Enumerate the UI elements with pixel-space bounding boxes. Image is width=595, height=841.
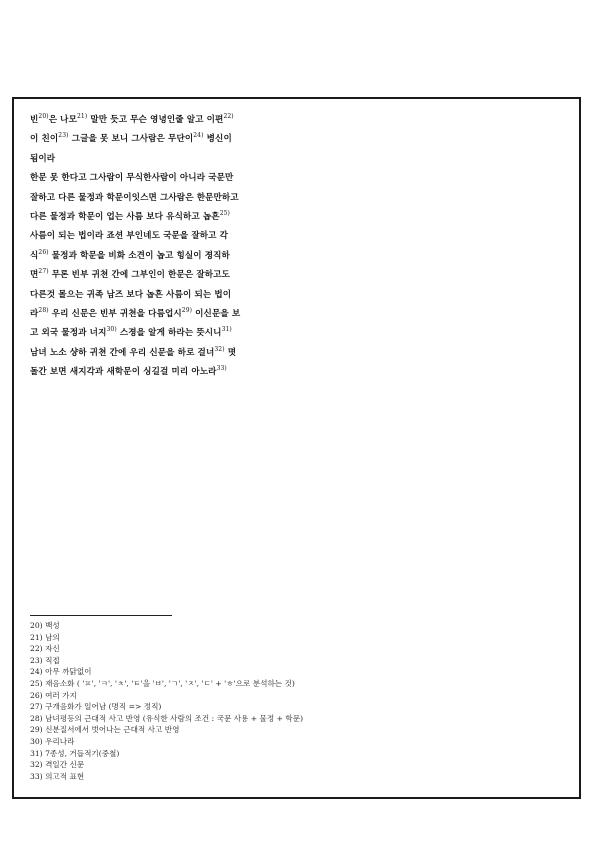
body-text-segment: 이 친이 [30,134,59,145]
footnote-number: 33) [30,771,43,781]
footnote-text: 우리나라 [45,736,75,746]
footnote-item [30,759,550,771]
footnote-item [30,632,550,644]
footnote-text: 재음소화 ( 'ㅍ', 'ㅋ', 'ㅊ', 'ㅌ'을 'ㅂ', 'ㄱ', 'ㅈ', 'ㄷ' + 'ㅎ'으로 분석하는 것) [45,678,295,688]
footnote-text: 여러 가지 [45,690,77,700]
footnote-text: 남의 [45,632,60,642]
footnote-item [30,724,550,736]
footnote-item [30,713,550,725]
footnote-text: 격일간 신문 [45,760,85,770]
footnote-marker: 27) [38,268,49,276]
footnote-number: 31) [30,748,43,758]
body-text-segment: 식 [30,250,39,261]
body-line [30,130,292,149]
footnote-number: 27) [30,702,43,712]
footnote-text: 남녀평등의 근대적 사고 반영 (유식한 사람의 조건 : 국문 사용 + 물정 + 학문) [45,713,304,723]
body-line [30,305,292,324]
footnote-text: 7종성, 거듭적기(중철) [45,748,120,758]
footnote-marker: 32) [214,346,225,354]
footnote-number: 20) [30,621,43,630]
body-line [30,266,292,285]
body-text-segment: 면 [30,270,39,281]
footnote-number: 30) [30,736,43,746]
footnote-item [30,690,550,702]
footnote-marker: 21) [76,113,88,121]
footnote-item [30,736,550,748]
footnote-number: 23) [30,655,43,665]
body-line [30,286,292,305]
body-text-segment: 빈 [30,115,39,125]
body-line [30,189,292,208]
footnote-marker: 28) [38,307,49,315]
page-frame [12,97,581,799]
body-line [30,150,292,169]
footnote-number: 29) [30,725,43,735]
footnote-text: 구개음화가 일어남 (명직 => 정직) [45,702,162,712]
body-text-segment: 됨이라 [30,153,56,164]
footnote-number: 28) [30,713,43,723]
footnote-number: 25) [30,678,43,688]
footnote-marker: 24) [193,132,204,140]
body-line [30,111,292,130]
footnote-text: 아무 까닭없이 [45,667,92,677]
body-line [30,247,292,266]
footnote-marker: 26) [38,248,49,256]
footnote-divider [30,615,172,616]
footnote-text: 신분질서에서 벗어나는 근대적 사고 반영 [45,725,180,735]
body-text-segment: 말만 듯고 무슨 영녕인줄 알고 이편 [87,115,224,125]
body-text-segment: 다른것 몰으는 귀족 남즈 보다 놉흔 사름이 되는 법이 [30,289,232,300]
footnote-text: 자신 [45,644,60,654]
footnote-number: 24) [30,667,43,677]
body-line [30,344,292,363]
body-text-segment: 물정과 학문을 비화 소견이 놉고 힝실이 졍직하 [48,250,230,261]
footnote-number: 26) [30,690,43,700]
body-text-segment: 돌간 보면 새지각과 새학문이 싱길걸 미리 아노라 [30,367,217,378]
body-text-segment: 무론 빈부 귀쳔 간에 그부인이 한문은 잘하고도 [48,270,230,281]
footnote-number: 21) [30,632,43,642]
footnote-item [30,666,550,678]
body-text-segment: 라 [30,309,39,320]
body-line [30,208,292,227]
footnote-item [30,771,550,783]
footnote-list [30,620,550,782]
article-body [30,111,292,383]
body-text-segment: 우리 신문은 빈부 귀쳔을 다름업시 [48,309,182,320]
footnote-marker: 23) [58,132,69,140]
footnote-text: 백성 [45,621,60,630]
body-line [30,169,292,188]
footnote-marker: 31) [221,326,232,334]
body-text-segment: 남녀 노소 샹하 귀쳔 간에 우리 신문을 하로 걸너 [30,347,215,358]
footnote-number: 32) [30,760,43,770]
body-line [30,324,292,343]
body-text-segment: 잘하고 다른 물정과 학문이잇스면 그사람은 한문만하고 [30,192,239,203]
body-line [30,363,292,382]
body-text-segment: 이신문을 보 [192,309,241,320]
body-text-segment: 다른 물정과 학문이 업는 사름 보다 유식하고 놉흔 [30,212,220,223]
footnote-item [30,748,550,760]
body-text-segment: 은 나모 [48,115,77,125]
body-line [30,227,292,246]
body-text-segment: 한문 못 한다고 그사람이 무식한사람이 아니라 국문만 [30,173,234,184]
footnote-number: 22) [30,644,43,654]
body-text-segment: 몃 [224,347,237,358]
footnote-item [30,620,550,632]
footnote-marker: 25) [219,210,230,218]
footnote-item [30,678,550,690]
body-text-segment: 고 외국 물정과 너지 [30,328,107,339]
body-text-segment: 사름이 되는 법이라 죠션 부인네도 국문을 잘하고 각 [30,231,229,242]
body-text-segment: 그글을 못 보니 그사람은 무단이 [68,134,194,145]
footnote-marker: 30) [106,326,117,334]
footnote-item [30,655,550,667]
footnote-item [30,701,550,713]
footnote-marker: 33) [216,365,227,373]
footnote-text: 의고적 표현 [45,771,85,781]
body-text-segment: 스졍을 알게 하라는 뜻시니 [116,328,222,339]
footnote-marker: 29) [181,307,193,315]
footnote-marker: 22) [223,113,234,121]
footnote-text: 직접 [45,655,60,665]
footnote-item [30,643,550,655]
body-text-segment: 병신이 [203,134,232,145]
footnote-marker: 20) [38,113,49,121]
